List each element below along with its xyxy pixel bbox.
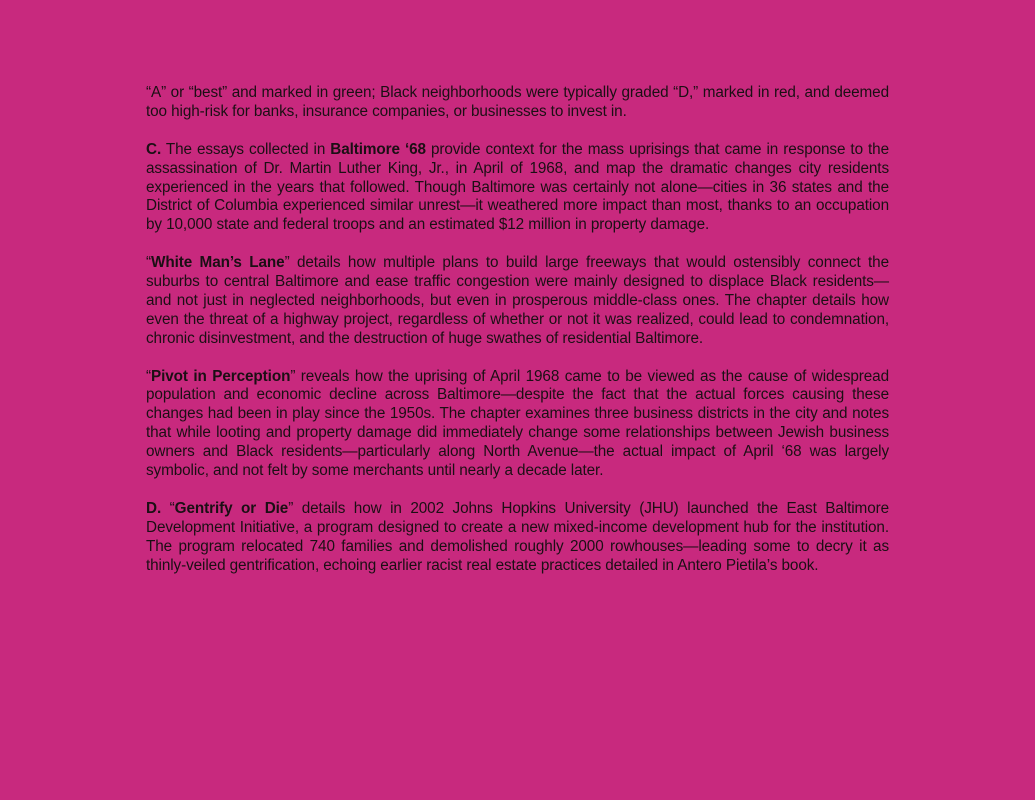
paragraph-text: ” details how in 2002 Johns Hopkins University (JHU) launched the East Baltimore Development Initiative, a program designed to create a new mixed-income development hub for the institution. The program relocated 740 families and demolished roughly 2000 rowhouses—leading some to decry it as thinly-veiled gentrification, echoing earlier racist real estate practices detailed in Antero Pietila’s book. — [146, 499, 889, 574]
chapter-title: Pivot in Perception — [151, 367, 291, 385]
paragraph-redlining-grades — [146, 84, 889, 122]
paragraph-baltimore-68 — [146, 141, 889, 236]
paragraph-text: The essays collected in — [161, 140, 331, 158]
chapter-title: White Man’s Lane — [151, 254, 285, 272]
paragraph-text: “A” or “best” and marked in green; Black neighborhoods were typically graded “D,” marked in red, and deemed too high-risk for banks, insurance companies, or businesses to invest in. — [146, 84, 889, 120]
paragraph-white-mans-lane — [146, 254, 889, 349]
section-marker: D. — [146, 499, 162, 517]
section-marker: C. — [146, 140, 162, 158]
document-page — [146, 84, 889, 594]
book-title: Baltimore ‘68 — [330, 140, 426, 158]
open-quote: “ — [146, 367, 151, 385]
open-quote: “ — [146, 254, 151, 272]
open-quote: “ — [161, 499, 175, 517]
paragraph-text: ” reveals how the uprising of April 1968 came to be viewed as the cause of widespread population and economic decline across Baltimore—despite the fact that the actual forces causing these changes had been in play since the 1950s. The chapter examines three business districts in the city and notes that while looting and property damage did immediately change some relationships between Jewish business owners and Black residents—particularly along North Avenue—the actual impact of April ‘68 was largely symbolic, and not felt by some merchants until nearly a decade later. — [146, 367, 889, 480]
paragraph-gentrify-or-die — [146, 500, 889, 576]
paragraph-text: ” details how multiple plans to build large freeways that would ostensibly connect the suburbs to central Baltimore and ease traffic congestion were mainly designed to displace Black residents—and not just in neglected neighborhoods, but even in prosperous middle-class ones. The chapter details how even the threat of a highway project, regardless of whether or not it was realized, could lead to condemnation, chronic disinvestment, and the destruction of huge swathes of residential Baltimore. — [146, 254, 889, 347]
chapter-title: Gentrify or Die — [174, 499, 289, 517]
paragraph-text: provide context for the mass uprisings that came in response to the assassination of Dr. Martin Luther King, Jr., in April of 1968, and map the dramatic changes city residents experienced in the years that followed. Though Baltimore was certainly not alone—cities in 36 states and the District of Columbia experienced similar unrest—it weathered more impact than most, thanks to an occupation by 10,000 state and federal troops and an estimated $12 million in property damage. — [146, 140, 889, 234]
paragraph-pivot-in-perception — [146, 368, 889, 481]
